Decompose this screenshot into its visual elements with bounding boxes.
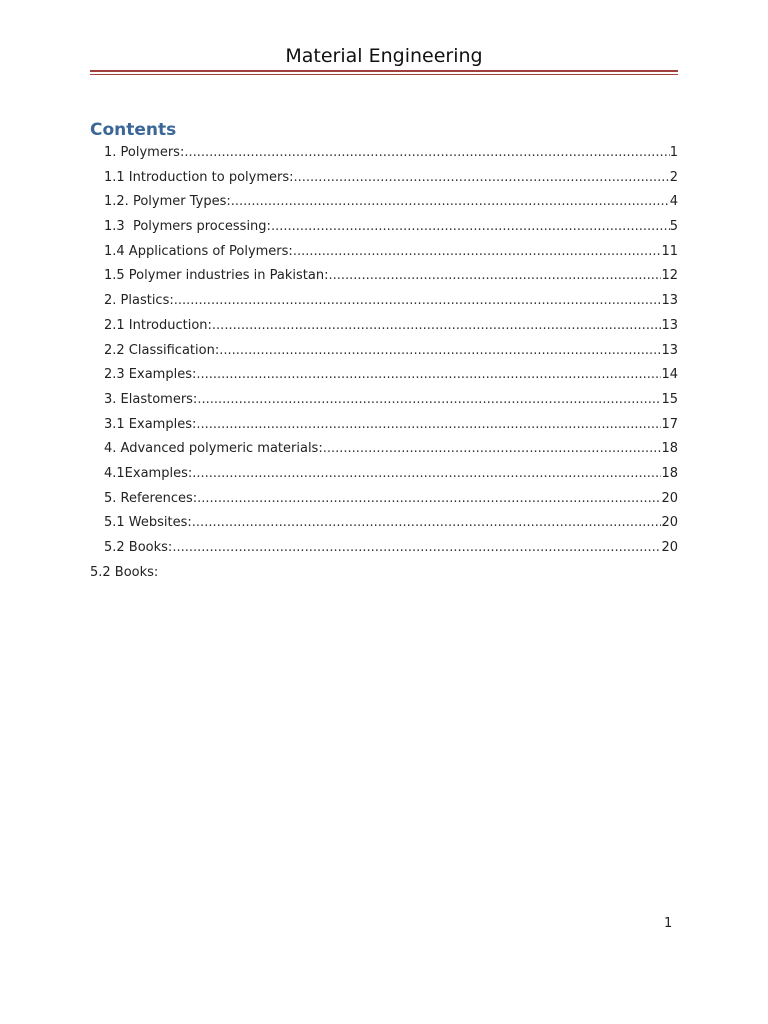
toc-entry[interactable]: [104, 462, 678, 487]
toc-dot-leader: [219, 339, 661, 363]
toc-entry-label: 2.1 Introduction:: [104, 317, 212, 333]
toc-entry[interactable]: [104, 289, 678, 314]
toc-entry[interactable]: [104, 141, 678, 166]
toc-dot-leader: [323, 437, 662, 461]
toc-dot-leader: [212, 314, 662, 338]
toc-entry-page: 5: [669, 219, 678, 235]
toc-list: [104, 141, 678, 561]
toc-entry[interactable]: [104, 413, 678, 438]
toc-dot-leader: [196, 363, 661, 387]
toc-entry-label: 3.1 Examples:: [104, 416, 197, 432]
toc-entry-page: 18: [661, 465, 678, 481]
toc-entry[interactable]: [104, 215, 678, 240]
toc-entry-page: 15: [661, 391, 678, 407]
toc-entry-label: 4.1Examples:: [104, 465, 193, 481]
toc-entry-page: 11: [661, 243, 678, 259]
toc-dot-leader: [192, 462, 661, 486]
toc-dot-leader: [328, 264, 661, 288]
toc-entry-page: 20: [661, 490, 678, 506]
toc-entry-label: 2.3 Examples:: [104, 367, 197, 383]
toc-entry[interactable]: [104, 190, 678, 215]
toc-entry[interactable]: [104, 388, 678, 413]
toc-entry-label: 4. Advanced polymeric materials:: [104, 441, 323, 457]
toc-entry-page: 12: [661, 268, 678, 284]
toc-entry[interactable]: [104, 314, 678, 339]
toc-entry-label: 1.2. Polymer Types:: [104, 194, 231, 210]
toc-dot-leader: [294, 166, 670, 190]
toc-entry-label: 2.2 Classification:: [104, 342, 220, 358]
toc-entry[interactable]: [104, 166, 678, 191]
page-number: 1: [664, 916, 673, 931]
section-heading: 5.2 Books:: [90, 565, 159, 580]
toc-entry[interactable]: [104, 536, 678, 561]
toc-entry-label: 5.1 Websites:: [104, 515, 192, 531]
toc-entry-label: 5. References:: [104, 490, 198, 506]
toc-entry-page: 13: [661, 342, 678, 358]
toc-dot-leader: [197, 388, 661, 412]
toc-dot-leader: [174, 289, 662, 313]
toc-entry-page: 20: [661, 540, 678, 555]
toc-dot-leader: [196, 413, 661, 437]
header-rule-top: [90, 70, 678, 72]
toc-entry-label: 1.5 Polymer industries in Pakistan:: [104, 268, 329, 284]
toc-entry[interactable]: [104, 437, 678, 462]
toc-entry[interactable]: [104, 487, 678, 512]
toc-entry[interactable]: [104, 339, 678, 364]
toc-entry-page: 13: [661, 317, 678, 333]
toc-entry-page: 20: [661, 515, 678, 531]
toc-entry-page: 1: [669, 145, 678, 160]
toc-dot-leader: [197, 487, 661, 511]
header-rule-bottom: [90, 74, 678, 75]
toc-entry-page: 14: [661, 367, 678, 383]
toc-entry-page: 2: [669, 169, 678, 185]
toc-entry-page: 4: [669, 194, 678, 210]
toc-entry[interactable]: [104, 511, 678, 536]
toc-dot-leader: [231, 190, 670, 214]
toc-entry-label: 1.3 Polymers processing:: [104, 219, 271, 235]
page-header: Material Engineering: [285, 45, 483, 67]
toc-entry-label: 3. Elastomers:: [104, 391, 198, 407]
toc-heading: Contents: [90, 120, 177, 140]
toc-entry-page: 17: [661, 416, 678, 432]
toc-dot-leader: [293, 240, 662, 264]
toc-entry-page: 13: [661, 293, 678, 309]
toc-entry-label: 1.1 Introduction to polymers:: [104, 169, 294, 185]
toc-entry[interactable]: [104, 363, 678, 388]
toc-dot-leader: [192, 511, 662, 535]
toc-entry-label: 2. Plastics:: [104, 293, 174, 309]
toc-dot-leader: [172, 536, 661, 560]
toc-entry-page: 18: [661, 441, 678, 457]
toc-dot-leader: [184, 141, 669, 165]
toc-entry[interactable]: [104, 264, 678, 289]
toc-entry-label: 1. Polymers:: [104, 145, 185, 160]
toc-dot-leader: [271, 215, 670, 239]
toc-entry[interactable]: [104, 240, 678, 265]
toc-entry-label: 5.2 Books:: [104, 540, 173, 555]
toc-entry-label: 1.4 Applications of Polymers:: [104, 243, 293, 259]
